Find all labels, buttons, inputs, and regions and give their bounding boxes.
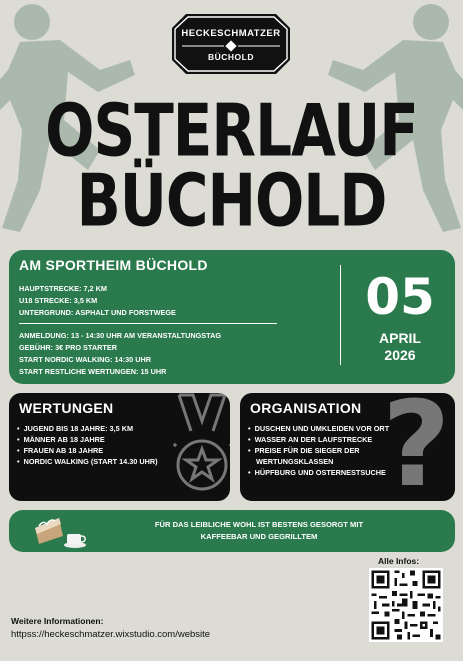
venue-heading: AM SPORTHEIM BÜCHOLD <box>19 257 208 273</box>
qr-code-icon[interactable] <box>369 568 443 642</box>
info-line-u18-distance: U18 STRECKE: 3,5 KM <box>19 296 98 305</box>
organisation-heading: ORGANISATION <box>250 400 362 416</box>
wertungen-box <box>9 393 230 501</box>
info-divider <box>19 323 277 324</box>
date-divider <box>340 265 341 365</box>
list-item: • FRAUEN AB 18 JAHRE <box>17 445 158 456</box>
club-logo-badge-icon <box>172 14 290 74</box>
info-line-fee: GEBÜHR: 3€ PRO STARTER <box>19 343 117 352</box>
logo-name: HECKESCHMATZER <box>181 28 281 39</box>
qr-label: Alle Infos: <box>378 556 420 566</box>
catering-line1: FÜR DAS LEIBLICHE WOHL IST BESTENS GESORGT MIT <box>154 520 364 529</box>
info-line-surface: UNTERGRUND: ASPHALT UND FORSTWEGE <box>19 308 176 317</box>
wertungen-list <box>17 423 158 467</box>
logo-location: BÜCHOLD <box>208 52 254 62</box>
list-item: • WASSER AN DER LAUFSTRECKE <box>248 434 389 445</box>
info-line-other-start: START RESTLICHE WERTUNGEN: 15 UHR <box>19 367 167 376</box>
info-line-nordic-start: START NORDIC WALKING: 14:30 UHR <box>19 355 152 364</box>
list-item: • DUSCHEN UND UMKLEIDEN VOR ORT <box>248 423 389 434</box>
organisation-box <box>240 393 455 501</box>
catering-line2: KAFFEEBAR UND GEGRILLTEM <box>200 532 318 541</box>
event-date-year: 2026 <box>384 347 416 363</box>
list-item: • JUGEND BIS 18 JAHRE: 3,5 KM <box>17 423 158 434</box>
question-mark-icon: ? <box>382 393 451 501</box>
club-logo <box>172 14 290 74</box>
list-item: • PREISE FÜR DIE SIEGER DER <box>248 445 389 456</box>
list-item: WERTUNGSKLASSEN <box>256 457 334 466</box>
event-info-box <box>9 250 455 384</box>
info-line-registration: ANMELDUNG: 13 - 14:30 UHR AM VERANSTALTUNGSTAG <box>19 331 222 340</box>
list-item: • HÜPFBURG UND OSTERNESTSUCHE <box>248 467 389 478</box>
list-item: • NORDIC WALKING (START 14.30 UHR) <box>17 456 158 467</box>
cake-coffee-icon <box>33 514 87 550</box>
event-date-month: APRIL <box>379 330 421 346</box>
list-item: • MÄNNER AB 18 JAHRE <box>17 434 158 445</box>
page-title-line2: BÜCHOLD <box>76 158 387 243</box>
page-title-line1: OSTERLAUF <box>45 88 418 173</box>
website-link[interactable]: httpss://heckeschmatzer.wixstudio.com/website <box>11 629 211 640</box>
catering-banner <box>9 510 455 552</box>
info-line-main-distance: HAUPTSTRECKE: 7,2 KM <box>19 284 107 293</box>
wertungen-heading: WERTUNGEN <box>19 400 114 416</box>
medal-icon <box>171 393 230 501</box>
organisation-list <box>248 423 389 478</box>
footer-label: Weitere Informationen: <box>11 616 104 626</box>
event-date-day: 05 <box>365 268 435 326</box>
